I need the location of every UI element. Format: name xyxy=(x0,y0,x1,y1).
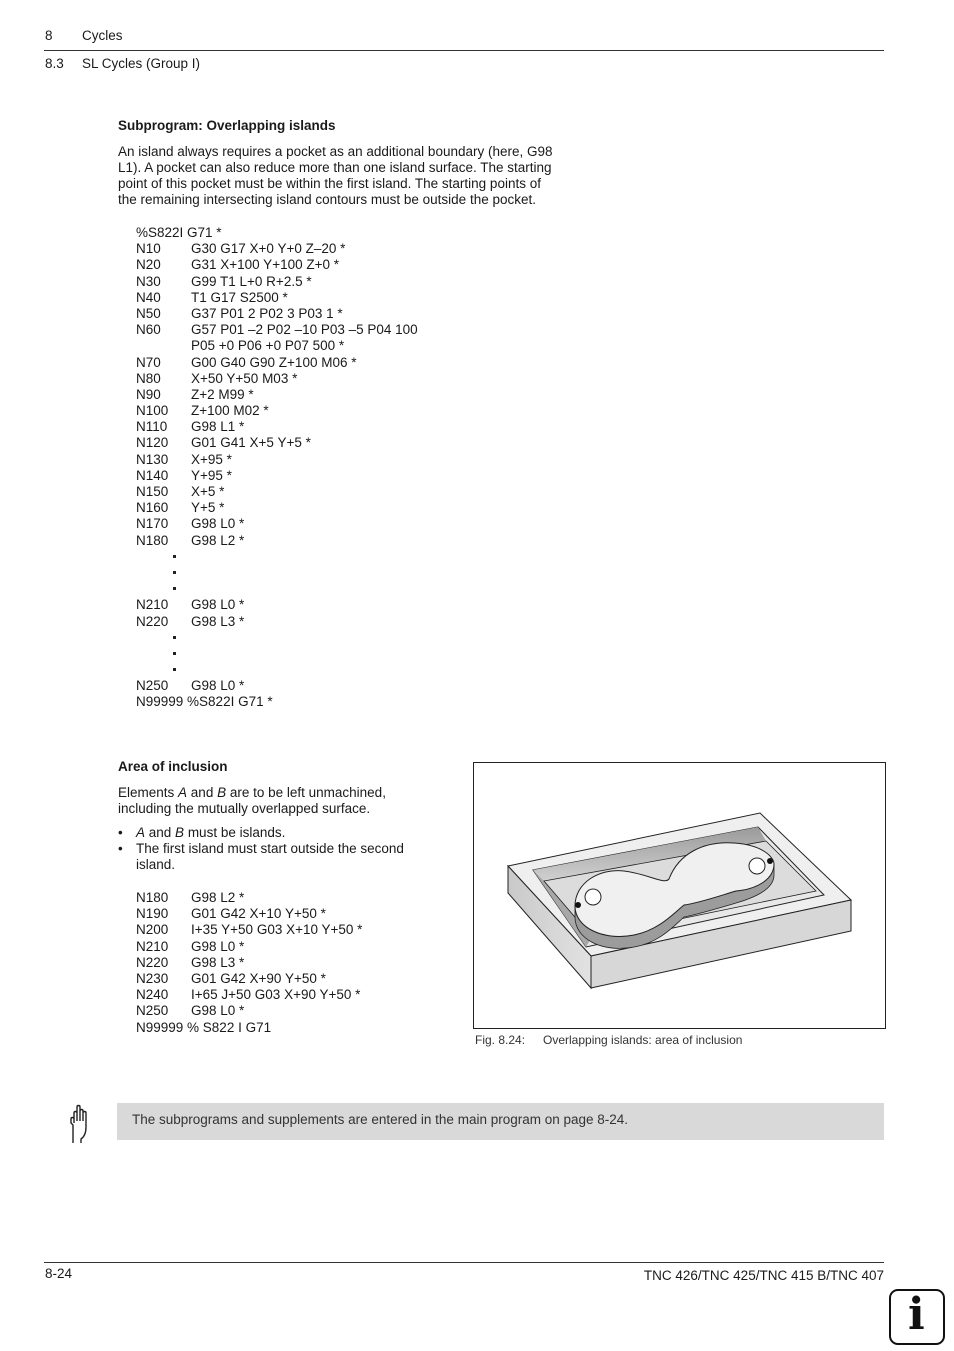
dot-mark xyxy=(173,652,176,655)
product-name: TNC 426/TNC 425/TNC 415 B/TNC 407 xyxy=(643,1268,884,1283)
figure-caption-number: Fig. 8.24: xyxy=(475,1033,526,1047)
block-content: G98 L2 * xyxy=(191,532,245,548)
block-content: G98 L0 * xyxy=(191,516,245,532)
block-number: N140 xyxy=(136,467,169,483)
block-content: X+50 Y+50 M03 * xyxy=(191,370,298,386)
block-number: N190 xyxy=(136,906,169,922)
block-content: X+95 * xyxy=(191,451,232,467)
block-content: G98 L0 * xyxy=(191,597,245,613)
block-number: N50 xyxy=(136,305,161,321)
block-number: N200 xyxy=(136,922,169,938)
block-number: N210 xyxy=(136,938,169,954)
block-number: N60 xyxy=(136,322,161,338)
block-content: G98 L0 * xyxy=(191,1003,245,1019)
block-number: N99999 % S822 I G71 xyxy=(136,1019,272,1035)
info-icon: i xyxy=(889,1289,945,1345)
block-content: G31 X+100 Y+100 Z+0 * xyxy=(191,257,339,273)
block-content: G98 L2 * xyxy=(191,890,245,905)
block-content: G57 P01 –2 P02 –10 P03 –5 P04 100 xyxy=(191,322,418,338)
block-content: I+65 J+50 G03 X+90 Y+50 * xyxy=(191,987,361,1003)
figure-caption-text: Overlapping islands: area of inclusion xyxy=(543,1033,743,1047)
block-number: N40 xyxy=(136,289,161,305)
block-content: Z+100 M02 * xyxy=(191,403,269,419)
block-content: G98 L3 * xyxy=(191,954,245,970)
start-point-a xyxy=(575,902,581,908)
block-content: G01 G42 X+10 Y+50 * xyxy=(191,906,326,922)
block-content: G30 G17 X+0 Y+0 Z–20 * xyxy=(191,241,346,257)
chapter-number: 8 xyxy=(45,28,53,43)
subprogram-heading: Subprogram: Overlapping islands xyxy=(118,118,336,133)
block-number: N230 xyxy=(136,970,169,986)
dot-mark xyxy=(173,668,176,671)
dot-mark xyxy=(173,555,176,558)
block-number: %S822I G71 * xyxy=(136,225,222,240)
block-number: N10 xyxy=(136,241,161,257)
block-number: N180 xyxy=(136,532,169,548)
block-content: G98 L1 * xyxy=(191,419,245,435)
page-number: 8-24 xyxy=(45,1266,73,1281)
note-box xyxy=(117,1103,884,1140)
block-content: G01 G41 X+5 Y+5 * xyxy=(191,435,311,451)
block-number: N250 xyxy=(136,678,169,694)
block-number: N150 xyxy=(136,484,169,499)
block-number: N220 xyxy=(136,613,169,629)
block-number: N80 xyxy=(136,370,161,386)
element-a-label: A xyxy=(178,785,188,800)
block-number: N100 xyxy=(136,403,169,419)
block-content: G98 L3 * xyxy=(191,613,245,629)
block-number: N90 xyxy=(136,386,161,402)
dot-mark xyxy=(173,587,176,590)
block-content: G01 G42 X+90 Y+50 * xyxy=(191,970,326,986)
figure-frame xyxy=(473,762,886,1029)
block-content: Y+5 * xyxy=(191,500,225,516)
area-of-inclusion-heading: Area of inclusion xyxy=(118,759,228,774)
footer-rule xyxy=(44,1262,884,1263)
block-content: Y+95 * xyxy=(191,467,232,483)
block-content: T1 G17 S2500 * xyxy=(191,289,288,305)
block-number: N210 xyxy=(136,597,169,613)
block-number: N99999 %S822I G71 * xyxy=(136,694,273,710)
list-item: • A and B must be islands. xyxy=(118,825,404,841)
block-number: N240 xyxy=(136,987,169,1003)
subprogram-paragraph xyxy=(118,144,589,208)
block-number: N30 xyxy=(136,273,161,289)
dot-mark xyxy=(173,571,176,574)
block-number: N110 xyxy=(136,419,168,435)
start-point-b xyxy=(767,858,773,864)
block-content: G00 G40 G90 Z+100 M06 * xyxy=(191,354,357,370)
note-text: The subprograms and supplements are entered in the main program on page 8-24. xyxy=(132,1112,629,1127)
block-number: N130 xyxy=(136,451,169,467)
block-content: G99 T1 L+0 R+2.5 * xyxy=(191,273,312,289)
block-number: N160 xyxy=(136,500,169,516)
block-number: N70 xyxy=(136,354,161,370)
block-content: I+35 Y+50 G03 X+10 Y+50 * xyxy=(191,922,363,938)
overlapping-islands-illustration xyxy=(474,763,885,1028)
block-content: P05 +0 P06 +0 P07 500 * xyxy=(191,338,345,354)
block-content: X+5 * xyxy=(191,484,225,499)
paragraph-line: L1). A pocket can also reduce more than one island surface. The starting xyxy=(118,160,552,175)
section-number: 8.3 xyxy=(45,56,64,71)
block-number: N220 xyxy=(136,954,169,970)
section-title: SL Cycles (Group I) xyxy=(82,56,201,71)
block-content: G98 L0 * xyxy=(191,678,245,694)
block-content: G98 L0 * xyxy=(191,938,245,954)
paragraph-line: point of this pocket must be within the first island. The starting points of xyxy=(118,176,541,191)
block-content: G37 P01 2 P02 3 P03 1 * xyxy=(191,305,343,321)
paragraph-line: the remaining intersecting island contours must be outside the pocket. xyxy=(118,192,536,207)
header-rule xyxy=(44,50,884,51)
block-number: N170 xyxy=(136,516,169,532)
island-a-start-hole xyxy=(585,889,601,905)
block-number: N180 xyxy=(136,890,169,905)
dot-mark xyxy=(173,636,176,639)
paragraph-line: An island always requires a pocket as an additional boundary (here, G98 xyxy=(118,144,553,159)
block-content: Z+2 M99 * xyxy=(191,386,254,402)
block-number: N20 xyxy=(136,257,161,273)
island-b-start-hole xyxy=(749,858,765,874)
pointing-hand-icon xyxy=(67,1103,99,1145)
block-number: N250 xyxy=(136,1003,169,1019)
block-number: N120 xyxy=(136,435,169,451)
requirements-list xyxy=(118,825,404,873)
list-item: • The first island must start outside the second island. xyxy=(118,841,404,873)
inclusion-paragraph: Elements A and B are to be left unmachined, including the mutually overlapped surface. xyxy=(118,785,386,816)
chapter-title: Cycles xyxy=(82,28,123,43)
element-b-label: B xyxy=(217,785,227,800)
